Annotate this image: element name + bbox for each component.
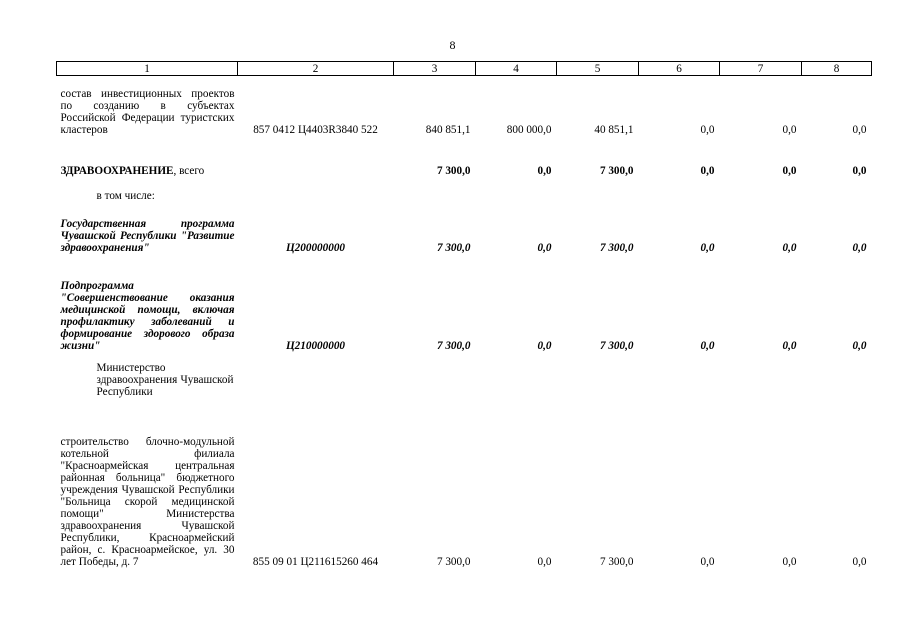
table-row: [57, 76, 872, 137]
cell-col5: 7 300,0: [599, 165, 634, 177]
header-cell: 7: [720, 62, 802, 76]
cell-col8: 0,0: [852, 242, 867, 254]
cell-col8: 0,0: [852, 556, 867, 568]
table-row: [57, 352, 872, 398]
cell-col8: 0,0: [852, 124, 867, 136]
row-description: строительство блочно-модульной котельной филиала "Красноармейская центральная районная больница" бюджетного учреждения Чувашской Республики "Больница скорой медицинской помощи" Министерства здравоохранения Чувашской Республики, Красноармейский район, с. Красноармейское, ул. 30 лет Победы, д. 7: [60, 436, 235, 568]
header-cell: 8: [802, 62, 872, 76]
cell-col7: 0,0: [782, 556, 797, 568]
table-row: [57, 177, 872, 202]
cell-col4: 800 000,0: [506, 124, 552, 136]
cell-col6: 0,0: [700, 165, 715, 177]
header-cell: 2: [238, 62, 394, 76]
row-code: Ц200000000: [285, 242, 346, 254]
cell-col7: 0,0: [782, 165, 797, 177]
cell-col4: 0,0: [537, 556, 552, 568]
cell-col5: 40 851,1: [594, 124, 634, 136]
table-row: [57, 202, 872, 254]
cell-col4: 0,0: [537, 242, 552, 254]
cell-col6: 0,0: [700, 556, 715, 568]
column-number-header: [57, 62, 872, 76]
row-description: [57, 136, 238, 177]
cell-col6: 0,0: [700, 124, 715, 136]
cell-col4: 0,0: [537, 340, 552, 352]
cell-col5: 7 300,0: [599, 340, 634, 352]
table-row: [57, 136, 872, 177]
cell-col8: 0,0: [852, 340, 867, 352]
cell-col3: 840 851,1: [425, 124, 471, 136]
cell-col7: 0,0: [782, 124, 797, 136]
cell-col3: 7 300,0: [436, 556, 471, 568]
budget-table: [56, 61, 872, 568]
header-cell: 1: [57, 62, 238, 76]
row-code: [238, 136, 394, 177]
cell-col3: 7 300,0: [436, 340, 471, 352]
row-description: в том числе:: [96, 190, 155, 202]
cell-col8: 0,0: [852, 165, 867, 177]
cell-col6: 0,0: [700, 242, 715, 254]
cell-col3: 7 300,0: [436, 165, 471, 177]
cell-col6: 0,0: [700, 340, 715, 352]
section-title: ЗДРАВООХРАНЕНИЕ: [60, 165, 174, 177]
header-cell: 3: [394, 62, 476, 76]
cell-col7: 0,0: [782, 340, 797, 352]
header-cell: 4: [476, 62, 557, 76]
section-title-suffix: , всего: [173, 165, 205, 177]
cell-col3: 7 300,0: [436, 242, 471, 254]
cell-col5: 7 300,0: [599, 242, 634, 254]
row-description: состав инвестиционных проектов по созданию в субъектах Российской Федерации туристских кластеров: [60, 88, 235, 136]
cell-col4: 0,0: [537, 165, 552, 177]
header-cell: 5: [557, 62, 639, 76]
page-number: 8: [449, 38, 456, 52]
header-cell: 6: [639, 62, 720, 76]
row-code: 855 09 01 Ц211615260 464: [252, 556, 379, 568]
row-code: 857 0412 Ц4403R3840 522: [253, 124, 378, 136]
table-row: [57, 398, 872, 568]
row-description: Подпрограмма "Совершенствование оказания медицинской помощи, включая профилактику заболеваний и формирование здорового образа жизни": [60, 280, 235, 352]
cell-col5: 7 300,0: [599, 556, 634, 568]
row-description: Государственная программа Чувашской Республики "Развитие здравоохранения": [60, 218, 235, 254]
cell-col7: 0,0: [782, 242, 797, 254]
table-row: [57, 254, 872, 352]
row-code: Ц210000000: [285, 340, 346, 352]
ministry-name: Министерство здравоохранения Чувашской Республики: [96, 362, 234, 398]
